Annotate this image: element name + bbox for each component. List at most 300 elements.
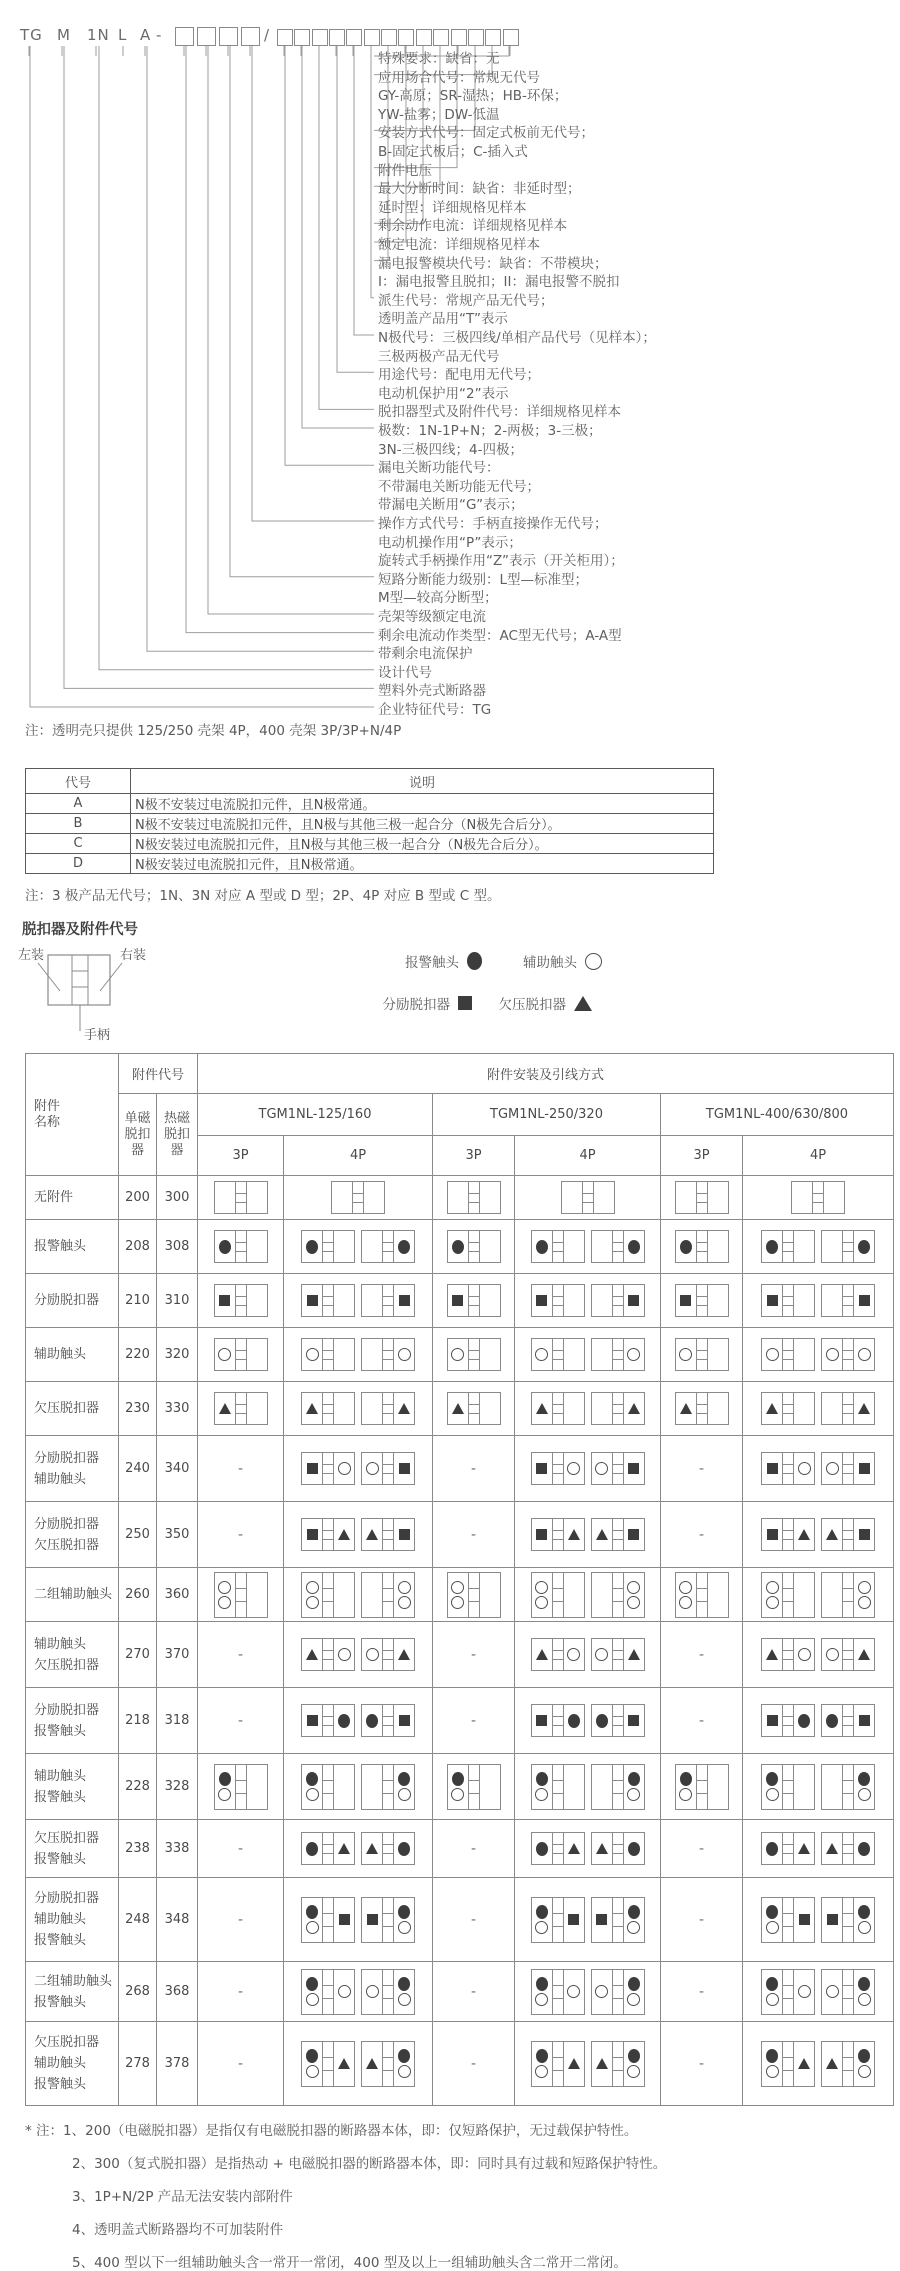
left-slot: [215, 1765, 235, 1809]
left-slot: [676, 1573, 696, 1617]
auxiliary-contact-symbol: [627, 1581, 640, 1594]
handle-column: [782, 1833, 794, 1864]
shunt-release-symbol: [399, 1295, 410, 1306]
alarm-contact-symbol: [452, 1772, 464, 1786]
npole-row: [26, 854, 714, 874]
undervoltage-release-symbol: [452, 1403, 464, 1414]
code-label-continuation: 三极两极产品无代号: [378, 348, 500, 365]
right-slot: [394, 1453, 414, 1484]
left-slot: [302, 1833, 322, 1864]
auxiliary-contact-symbol: [306, 2065, 319, 2078]
auxiliary-contact-symbol: [627, 1921, 640, 1934]
left-slot: [302, 1639, 322, 1670]
handle-column: [552, 1639, 564, 1670]
alarm-contact-symbol: [628, 1240, 640, 1254]
left-slot: [822, 1453, 842, 1484]
alarm-contact-symbol: [398, 1905, 410, 1919]
code-label-continuation: B-固定式板后；C-插入式: [378, 144, 528, 160]
undervoltage-release-symbol: [766, 1649, 778, 1660]
handle-column: [468, 1285, 480, 1316]
shunt-release-symbol: [399, 1463, 410, 1474]
auxiliary-contact-symbol: [595, 1462, 608, 1475]
npole-code-cell: B: [26, 814, 131, 834]
accessory-name-cell: [26, 1878, 119, 1962]
leader-line: [208, 46, 374, 614]
code-label: 额定电流：详细规格见样本: [378, 237, 540, 253]
handle-column: [782, 1898, 794, 1942]
auxiliary-contact-symbol: [306, 1788, 319, 1801]
right-slot: [564, 1339, 584, 1370]
breaker-diagram: [301, 2041, 355, 2087]
handle-column: [696, 1393, 708, 1424]
handle-column: [612, 1285, 624, 1316]
left-slot: [592, 1519, 612, 1550]
accessory-name-line: 报警触头: [34, 1851, 87, 1867]
shunt-release-symbol: [859, 1295, 870, 1306]
left-slot: [822, 1339, 842, 1370]
thermal-magnetic-code-cell: 318: [157, 1688, 198, 1754]
auxiliary-contact-symbol: [451, 1348, 464, 1361]
installation-cell: [661, 1502, 743, 1568]
right-slot: [854, 1705, 874, 1736]
right-slot: [334, 1970, 354, 2014]
code-label: 用途代号：配电用无代号；: [378, 367, 540, 384]
shunt-release-symbol: [568, 1914, 579, 1925]
footnote-line: [72, 2152, 900, 2172]
left-slot: [362, 1705, 382, 1736]
installation-cell: [198, 1754, 284, 1820]
breaker-diagram: [361, 2041, 415, 2087]
installation-cell: [515, 1878, 661, 1962]
accessory-name-line: 分励脱扣器: [34, 1516, 100, 1532]
handle-column: [382, 1639, 394, 1670]
handle-column: [612, 1231, 624, 1262]
single-magnetic-header-line: 单磁: [124, 1110, 151, 1126]
handle-column: [842, 1393, 854, 1424]
undervoltage-release-symbol: [826, 2058, 838, 2069]
installation-cell: [433, 1688, 515, 1754]
right-slot: [708, 1182, 728, 1213]
shunt-release-symbol: [628, 1715, 639, 1726]
right-slot: [854, 1285, 874, 1316]
installation-cell: [433, 1220, 515, 1274]
undervoltage-release-symbol: [680, 1403, 692, 1414]
right-slot: [334, 1339, 354, 1370]
undervoltage-release-symbol: [826, 1843, 838, 1854]
breaker-diagram: [761, 1638, 815, 1671]
right-slot: [334, 2042, 354, 2086]
shunt-release-symbol: [628, 1295, 639, 1306]
thermal-magnetic-code-cell: 350: [157, 1502, 198, 1568]
handle-column: [612, 1639, 624, 1670]
breaker-diagram: [591, 1572, 645, 1618]
right-slot: [394, 1231, 414, 1262]
code-label: 塑料外壳式断路器: [378, 683, 486, 700]
npole-header-row: [26, 769, 714, 794]
handle-column: [782, 1231, 794, 1262]
trip-accessory-section-title: 脱扣器及附件代号: [22, 922, 138, 938]
right-slot: [624, 1231, 644, 1262]
leader-line: [337, 46, 374, 372]
handle-column: [842, 1705, 854, 1736]
alarm-contact-symbol: [536, 1977, 548, 1991]
left-slot: [302, 1573, 322, 1617]
alarm-contact-icon: [467, 952, 482, 970]
undervoltage-release-symbol: [798, 2058, 810, 2069]
auxiliary-contact-symbol: [766, 1581, 779, 1594]
shunt-release-symbol: [307, 1463, 318, 1474]
handle-column: [612, 1453, 624, 1484]
right-slot: [794, 1393, 814, 1424]
left-slot: [532, 1393, 552, 1424]
alarm-contact-symbol: [306, 1240, 318, 1254]
handle-column: [322, 1705, 334, 1736]
accessory-row: [26, 1688, 894, 1754]
left-slot: [302, 1705, 322, 1736]
installation-cell: [284, 1568, 433, 1622]
accessory-name-cell: [26, 1962, 119, 2022]
left-slot: [762, 1898, 782, 1942]
code-label-continuation: YW-盐雾；DW-低温: [378, 106, 500, 123]
left-slot: [532, 1765, 552, 1809]
right-slot: [794, 1970, 814, 2014]
breaker-diagram: [531, 1764, 585, 1810]
single-magnetic-code-cell: 220: [119, 1328, 157, 1382]
left-slot: [448, 1573, 468, 1617]
handle-column: [782, 1453, 794, 1484]
handle-column: [322, 1453, 334, 1484]
alarm-contact-symbol: [306, 1842, 318, 1856]
handle-column: [382, 1833, 394, 1864]
alarm-contact-symbol: [798, 1714, 810, 1728]
accessory-name-line: 辅助触头: [34, 1471, 87, 1487]
left-slot: [302, 1453, 322, 1484]
alarm-contact-symbol: [766, 1240, 778, 1254]
installation-cell: [515, 1754, 661, 1820]
auxiliary-contact-symbol: [398, 1596, 411, 1609]
handle-column: [612, 1339, 624, 1370]
left-slot: [762, 1393, 782, 1424]
breaker-diagram: [447, 1230, 501, 1263]
right-slot: [394, 1573, 414, 1617]
code-segment: -: [156, 26, 163, 44]
breaker-diagram: [361, 1704, 415, 1737]
right-slot: [624, 1285, 644, 1316]
left-slot: [762, 1765, 782, 1809]
left-slot: [822, 1285, 842, 1316]
breaker-diagram: [591, 2041, 645, 2087]
right-slot: [624, 1970, 644, 2014]
left-slot: [592, 1453, 612, 1484]
right-slot: [334, 1285, 354, 1316]
installation-cell: [661, 1622, 743, 1688]
thermal-magnetic-header-line: 器: [170, 1142, 184, 1158]
footnote-line: [72, 2185, 900, 2205]
right-slot: [624, 1765, 644, 1809]
installation-cell: [198, 1176, 284, 1220]
handle-column: [552, 2042, 564, 2086]
undervoltage-release-symbol: [338, 2058, 350, 2069]
handle-column: [782, 1519, 794, 1550]
breaker-diagram: [675, 1284, 729, 1317]
code-label-continuation: 旋转式手柄操作用“Z”表示（开关柜用）；: [378, 553, 624, 570]
left-slot: [762, 1285, 782, 1316]
breaker-diagram: [531, 1518, 585, 1551]
single-magnetic-header-line: 脱扣: [124, 1126, 151, 1142]
leader-line: [252, 46, 374, 521]
breaker-diagram: [214, 1181, 268, 1214]
breaker-diagram: [301, 1284, 355, 1317]
installation-cell: [661, 1274, 743, 1328]
single-magnetic-code-cell: 218: [119, 1688, 157, 1754]
handle-column: [842, 1833, 854, 1864]
installation-cell: [515, 1274, 661, 1328]
handle-column: [552, 1970, 564, 2014]
handle-column: [552, 1765, 564, 1809]
right-slot: [564, 1519, 584, 1550]
right-slot: [247, 1285, 267, 1316]
installation-cell: [515, 1568, 661, 1622]
handle-column: [235, 1765, 247, 1809]
breaker-diagram: [361, 1897, 415, 1943]
breaker-diagram: [361, 1572, 415, 1618]
no-option-dash: -: [698, 1646, 705, 1663]
npole-header-cell: 说明: [131, 769, 714, 794]
left-slot: [532, 1705, 552, 1736]
right-slot: [624, 1519, 644, 1550]
breaker-diagram: [761, 1969, 815, 2015]
accessory-name-line: 欠压脱扣器: [34, 1537, 100, 1553]
code-label: 操作方式代号：手柄直接操作无代号；: [378, 516, 608, 532]
installation-cell: [743, 1622, 894, 1688]
handle-column: [322, 1898, 334, 1942]
shunt-release-icon: [458, 996, 472, 1010]
right-slot: [794, 1519, 814, 1550]
alarm-contact-symbol: [536, 1772, 548, 1786]
right-slot: [624, 1393, 644, 1424]
installation-cell: [433, 1568, 515, 1622]
accessory-row: [26, 1820, 894, 1878]
handle-column: [552, 1519, 564, 1550]
handle-column: [322, 1285, 334, 1316]
left-slot: [362, 1231, 382, 1262]
left-slot: [762, 2042, 782, 2086]
left-slot: [448, 1765, 468, 1809]
installation-cell: [198, 1328, 284, 1382]
breaker-diagram: [821, 1969, 875, 2015]
installation-cell: [198, 1568, 284, 1622]
breaker-diagram: [761, 2041, 815, 2087]
auxiliary-contact-symbol: [858, 2065, 871, 2078]
installation-cell: [661, 1436, 743, 1502]
right-mount-pointer: [100, 963, 122, 991]
left-slot: [362, 1453, 382, 1484]
shunt-release-symbol: [767, 1463, 778, 1474]
breaker-diagram: [447, 1572, 501, 1618]
breaker-diagram: [761, 1284, 815, 1317]
right-slot: [480, 1339, 500, 1370]
right-slot: [624, 1453, 644, 1484]
accessory-name-line: 分励脱扣器: [34, 1293, 100, 1308]
single-magnetic-code-cell: 250: [119, 1502, 157, 1568]
shunt-release-symbol: [628, 1463, 639, 1474]
auxiliary-contact-symbol: [535, 1596, 548, 1609]
code-segment: 1N: [87, 26, 110, 44]
installation-cell: [515, 1962, 661, 2022]
breaker-diagram: [591, 1392, 645, 1425]
installation-cell: [284, 1220, 433, 1274]
breaker-diagram: [761, 1392, 815, 1425]
undervoltage-release-symbol: [798, 1529, 810, 1540]
breaker-diagram: [361, 1338, 415, 1371]
alarm-contact-symbol: [398, 1240, 410, 1254]
breaker-diagram: [791, 1181, 845, 1214]
left-slot: [332, 1182, 352, 1213]
right-slot: [334, 1573, 354, 1617]
auxiliary-contact-symbol: [218, 1596, 231, 1609]
code-label: 短路分断能力级别：L型—标准型；: [378, 571, 589, 588]
alarm-contact-symbol: [366, 1714, 378, 1728]
undervoltage-release-symbol: [596, 1843, 608, 1854]
handle-column: [235, 1231, 247, 1262]
breaker-diagram: [591, 1338, 645, 1371]
auxiliary-contact-symbol: [451, 1596, 464, 1609]
installation-cell: [284, 1274, 433, 1328]
auxiliary-contact-symbol: [535, 1993, 548, 2006]
accessory-name-cell: [26, 1436, 119, 1502]
npole-header-cell: 代号: [26, 769, 131, 794]
right-slot: [247, 1182, 267, 1213]
breaker-diagram: [821, 1572, 875, 1618]
single-magnetic-code-cell: 228: [119, 1754, 157, 1820]
left-slot: [592, 1573, 612, 1617]
handle-column: [322, 1970, 334, 2014]
left-slot: [822, 1705, 842, 1736]
handle-column: [322, 1231, 334, 1262]
breaker-diagram: [447, 1181, 501, 1214]
shunt-release-symbol: [452, 1295, 463, 1306]
breaker-diagram: [821, 1392, 875, 1425]
auxiliary-contact-symbol: [535, 1921, 548, 1934]
installation-cell: [433, 1878, 515, 1962]
breaker-diagram: [591, 1832, 645, 1865]
installation-cell: [661, 1820, 743, 1878]
right-slot: [480, 1765, 500, 1809]
accessory-name-line: 分励脱扣器: [34, 1450, 100, 1466]
auxiliary-contact-symbol: [679, 1596, 692, 1609]
leader-line: [186, 46, 374, 633]
installation-cell: [198, 1274, 284, 1328]
left-slot: [532, 1339, 552, 1370]
breaker-diagram: [591, 1764, 645, 1810]
right-slot: [334, 1393, 354, 1424]
right-slot: [794, 1765, 814, 1809]
breaker-diagram: [301, 1518, 355, 1551]
pole-header: 4P: [284, 1136, 433, 1176]
thermal-magnetic-code-cell: 308: [157, 1220, 198, 1274]
right-slot: [854, 1231, 874, 1262]
right-slot: [564, 1453, 584, 1484]
accessory-name-cell: [26, 1754, 119, 1820]
legend-label: 辅助触头: [523, 955, 577, 971]
handle-column: [812, 1182, 824, 1213]
code-label-continuation: 延时型：详细规格见样本: [378, 199, 527, 216]
undervoltage-release-symbol: [826, 1529, 838, 1540]
handle-column: [842, 2042, 854, 2086]
shunt-release-symbol: [596, 1914, 607, 1925]
left-slot: [592, 1231, 612, 1262]
auxiliary-contact-symbol: [398, 1993, 411, 2006]
left-slot: [362, 1285, 382, 1316]
right-slot: [334, 1453, 354, 1484]
auxiliary-contact-symbol: [567, 1985, 580, 1998]
right-slot: [564, 1639, 584, 1670]
handle-column: [782, 1393, 794, 1424]
breaker-diagram: [761, 1338, 815, 1371]
breaker-diagram: [301, 1338, 355, 1371]
breaker-diagram: [675, 1338, 729, 1371]
left-slot: [762, 1970, 782, 2014]
breaker-diagram: [361, 1969, 415, 2015]
right-slot: [824, 1182, 844, 1213]
left-slot: [822, 1519, 842, 1550]
left-slot: [822, 1765, 842, 1809]
thermal-magnetic-code-cell: 330: [157, 1382, 198, 1436]
auxiliary-contact-symbol: [798, 1648, 811, 1661]
breaker-diagram: [531, 1230, 585, 1263]
installation-cell: [515, 1328, 661, 1382]
alarm-contact-symbol: [338, 1714, 350, 1728]
right-slot: [854, 1339, 874, 1370]
breaker-diagram: [531, 1338, 585, 1371]
accessory-code-header: 附件代号: [119, 1054, 198, 1094]
auxiliary-contact-symbol: [338, 1462, 351, 1475]
single-magnetic-code-cell: 208: [119, 1220, 157, 1274]
no-option-dash: -: [470, 1983, 477, 2000]
left-slot: [362, 1519, 382, 1550]
auxiliary-contact-symbol: [535, 1581, 548, 1594]
handle-column: [842, 1339, 854, 1370]
handle-column: [322, 1573, 334, 1617]
left-slot: [822, 1970, 842, 2014]
auxiliary-contact-symbol: [398, 2065, 411, 2078]
breaker-diagram: [591, 1638, 645, 1671]
handle-column: [842, 1519, 854, 1550]
right-slot: [624, 1573, 644, 1617]
left-slot: [362, 1765, 382, 1809]
breaker-diagram: [531, 2041, 585, 2087]
auxiliary-contact-symbol: [627, 1348, 640, 1361]
no-option-dash: -: [698, 1911, 705, 1928]
no-option-dash: -: [698, 2055, 705, 2072]
left-slot: [762, 1453, 782, 1484]
pole-header: 3P: [433, 1136, 515, 1176]
single-magnetic-code-cell: 268: [119, 1962, 157, 2022]
footnote-line: [72, 2218, 900, 2238]
right-slot: [564, 1833, 584, 1864]
accessory-row: [26, 1754, 894, 1820]
undervoltage-release-symbol: [568, 1843, 580, 1854]
handle-column: [468, 1231, 480, 1262]
accessory-header-row: [26, 1094, 894, 1136]
left-slot: [592, 1705, 612, 1736]
mount-sketch: [18, 945, 348, 1043]
installation-cell: [515, 1622, 661, 1688]
installation-cell: [661, 2022, 743, 2106]
thermal-magnetic-header-line: 脱扣: [163, 1126, 190, 1142]
right-slot: [394, 1765, 414, 1809]
right-slot: [624, 1898, 644, 1942]
